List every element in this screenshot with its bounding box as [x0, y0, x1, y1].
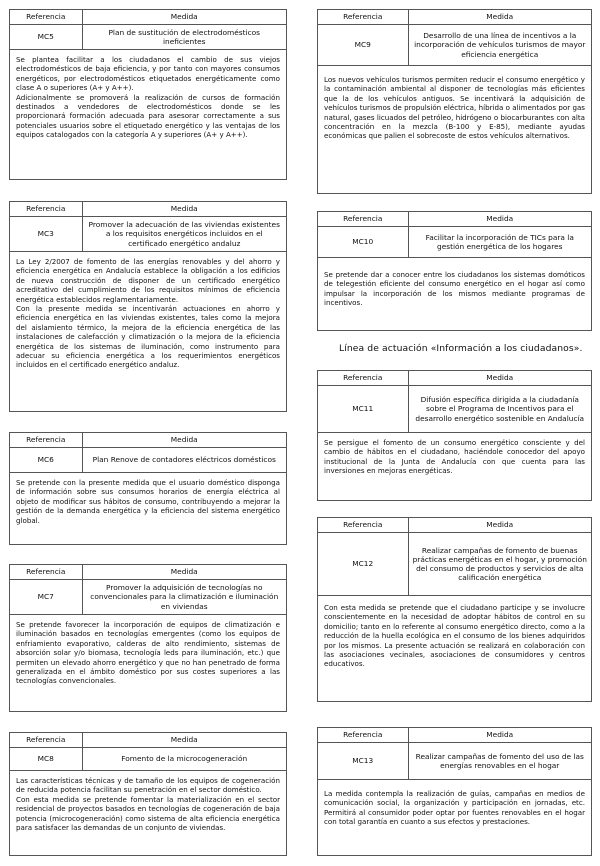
measure-ref: MC8 — [10, 748, 82, 771]
measure-card-mc11 — [317, 370, 592, 501]
referencia-header: Referencia — [318, 728, 408, 743]
referencia-header: Referencia — [10, 10, 82, 25]
measure-header-table — [10, 202, 286, 252]
measure-description — [318, 258, 591, 311]
measure-card-mc13 — [317, 727, 592, 856]
measure-title: Facilitar la incorporación de TICs para la gestión energética de los hogares — [408, 227, 591, 258]
medida-header: Medida — [408, 518, 591, 533]
referencia-header: Referencia — [10, 202, 82, 217]
measure-title: Fomento de la microcogeneración — [82, 748, 286, 771]
measure-card-mc5 — [9, 9, 287, 180]
section-heading: Línea de actuación «Información a los ciudadanos». — [339, 343, 583, 354]
medida-header: Medida — [82, 733, 286, 748]
measure-header-table — [318, 518, 591, 596]
measure-description — [318, 780, 591, 830]
measure-description — [10, 615, 286, 689]
description-paragraph: Los nuevos vehículos turismos permiten reducir el consumo energético y la contaminación ambiental al disponer de tecnologías más eficientes que la de los vehículos antiguos. Se incentivará la adquisición de vehículos turismos de propulsión eléctrica, híbrida o alimentados por gas natural, gases licuados del petróleo, hidrógeno o biocarburantes con alta concentración en la mezcla (B-100 y E-85), mediante ayudas económicas que palien el sobrecoste de estos vehículos alternativos. — [324, 75, 585, 141]
description-paragraph: Con esta medida se pretende fomentar la materialización en el sector residencial de proyectos basados en tecnologías de cogeneración de baja potencia (microcogeneración) como sistema de alta eficiencia energética para satisfacer las demandas de un conjunto de viviendas. — [16, 794, 280, 833]
description-paragraph: Las características técnicas y de tamaño de los equipos de cogeneración de reducida potencia facilitan su penetración en el sector doméstico. — [16, 776, 280, 795]
measure-description — [10, 473, 286, 528]
description-paragraph: Se persigue el fomento de un consumo energético consciente y del cambio de hábitos en el ciudadano, haciéndole conocedor del apoyo institucional de la Junta de Andalucía con que cuenta para las inversiones en mejoras energéticas. — [324, 438, 585, 476]
measure-header-table — [10, 433, 286, 473]
measure-description — [318, 596, 591, 672]
measure-title: Realizar campañas de fomento de buenas prácticas energéticas en el hogar, y promoción del consumo de productos y servicios de alta calificación energética — [408, 533, 591, 596]
measure-card-mc6 — [9, 432, 287, 545]
measure-title: Realizar campañas de fomento del uso de las energías renovables en el hogar — [408, 743, 591, 780]
measure-ref: MC12 — [318, 533, 408, 596]
description-paragraph: La Ley 2/2007 de fomento de las energías renovables y del ahorro y eficiencia energética en Andalucía establece la obligación a los edificios de nueva construcción de disponer de un certificado energético acreditativo del cumplimiento de los requisitos mínimos de eficiencia energética establecidos reglamentariamente. — [16, 257, 280, 304]
measure-header-table — [318, 10, 591, 66]
description-paragraph: Se pretende dar a conocer entre los ciudadanos los sistemas domóticos de telegestión eficiente del consumo energético en el hogar así como impulsar la incorporación de los mismos mediante programas de incentivos. — [324, 270, 585, 308]
referencia-header: Referencia — [318, 371, 408, 386]
measure-ref: MC9 — [318, 25, 408, 66]
referencia-header: Referencia — [318, 518, 408, 533]
description-paragraph: Se pretende con la presente medida que el usuario doméstico disponga de información sobre sus consumos horarios de energía eléctrica al objeto de modificar sus hábitos de consumo, contribuyendo a mejorar la gestión de la demanda energética y la eficiencia del sistema energético global. — [16, 478, 280, 525]
measure-header-table — [318, 371, 591, 433]
measure-card-mc10 — [317, 211, 592, 331]
measure-title: Difusión específica dirigida a la ciudadanía sobre el Programa de Incentivos para el desarrollo energético sostenible en Andalucía — [408, 386, 591, 433]
measure-ref: MC3 — [10, 217, 82, 252]
medida-header: Medida — [82, 10, 286, 25]
measure-title: Plan de sustitución de electrodomésticos ineficientes — [82, 25, 286, 50]
measure-ref: MC11 — [318, 386, 408, 433]
description-paragraph: Con la presente medida se incentivarán actuaciones en ahorro y eficiencia energética en las viviendas existentes, tales como la mejora del aislamiento térmico, la mejora de la eficiencia energética de las instalaciones de calefacción y climatización o la mejora de la eficiencia energética de los sistemas de iluminación, como instrumento para adecuar su eficiencia energética a los requerimientos energéticos incluidos en el certificado energético andaluz. — [16, 304, 280, 370]
referencia-header: Referencia — [10, 433, 82, 448]
measure-header-table — [10, 10, 286, 50]
measure-description — [318, 433, 591, 479]
measure-title: Promover la adecuación de las viviendas existentes a los requisitos energéticos incluidos en el certificado energético andaluz — [82, 217, 286, 252]
medida-header: Medida — [408, 212, 591, 227]
measure-ref: MC7 — [10, 580, 82, 615]
measure-card-mc7 — [9, 564, 287, 712]
measure-ref: MC13 — [318, 743, 408, 780]
referencia-header: Referencia — [10, 565, 82, 580]
measure-title: Plan Renove de contadores eléctricos domésticos — [82, 448, 286, 473]
referencia-header: Referencia — [318, 212, 408, 227]
measure-ref: MC6 — [10, 448, 82, 473]
measure-card-mc3 — [9, 201, 287, 412]
medida-header: Medida — [82, 565, 286, 580]
medida-header: Medida — [408, 10, 591, 25]
medida-header: Medida — [408, 371, 591, 386]
measure-header-table — [318, 728, 591, 780]
measure-description — [10, 50, 286, 143]
measure-card-mc9 — [317, 9, 592, 194]
measure-description — [318, 66, 591, 144]
measure-description — [10, 252, 286, 373]
description-paragraph: La medida contempla la realización de guías, campañas en medios de comunicación social, la organización y participación en jornadas, etc. Permitirá al consumidor poder optar por fuentes renovables en el hogar con total garantía en cuanto a sus efectos y prestaciones. — [324, 789, 585, 827]
measure-header-table — [318, 212, 591, 258]
referencia-header: Referencia — [10, 733, 82, 748]
measure-ref: MC5 — [10, 25, 82, 50]
description-paragraph: Adicionalmente se promoverá la realización de cursos de formación destinados a vendedores de electrodomésticos donde se les proporcionará formación adecuada para asesorar correctamente a sus potenciales usuarios sobre el etiquetado energético y las ventajas de los equipos catalogados con la categoría A y superiores (A+ y A++). — [16, 92, 280, 140]
description-paragraph: Se pretende favorecer la incorporación de equipos de climatización e iluminación basados en tecnologías emergentes (como los equipos de enfriamiento evaporativo, calderas de alto rendimiento, sistemas de absorción solar y/o biomasa, tecnología leds para iluminación, etc.) que permiten un elevado ahorro energético y que no han penetrado de forma generalizada en el ámbito doméstico por sus costes superiores a las tecnologías convencionales. — [16, 620, 280, 686]
medida-header: Medida — [82, 202, 286, 217]
description-paragraph: Con esta medida se pretende que el ciudadano participe y se involucre conscientemente en la necesidad de adoptar hábitos de control en su domicilio; tanto en lo referente al consumo energético directo, como a la reducción de la huella ecológica en el consumo de los bienes adquiridos por los mismos. La presente actuación se realizará en colaboración con las asociaciones vecinales, asociaciones de consumidores y centros educativos. — [324, 603, 585, 669]
description-paragraph: Se plantea facilitar a los ciudadanos el cambio de sus viejos electrodomésticos de baja eficiencia, y por tanto con mayores consumos energéticos, por electrodomésticos etiquetados energéticamente como clase A o superiores (A+ y A++). — [16, 55, 280, 93]
measure-ref: MC10 — [318, 227, 408, 258]
medida-header: Medida — [408, 728, 591, 743]
referencia-header: Referencia — [318, 10, 408, 25]
measure-title: Desarrollo de una línea de incentivos a la incorporación de vehículos turismos de mayor eficiencia energética — [408, 25, 591, 66]
measure-header-table — [10, 565, 286, 615]
medida-header: Medida — [82, 433, 286, 448]
measure-card-mc12 — [317, 517, 592, 702]
measure-header-table — [10, 733, 286, 771]
measure-card-mc8 — [9, 732, 287, 856]
measure-description — [10, 771, 286, 835]
measure-title: Promover la adquisición de tecnologías no convencionales para la climatización e iluminación en viviendas — [82, 580, 286, 615]
